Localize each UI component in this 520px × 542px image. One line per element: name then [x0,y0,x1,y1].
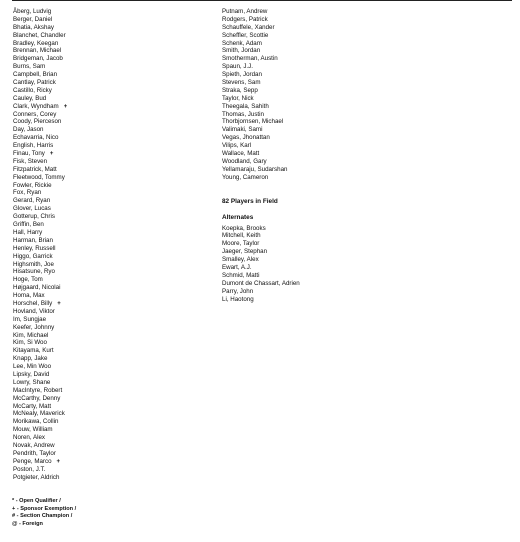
player-name [13,268,203,276]
player-name-text: Pendrith, Taylor [13,449,56,457]
player-name-text: Valimaki, Sami [222,126,263,134]
player-name-text: Kitayama, Kurt [13,347,54,355]
player-name [13,213,203,221]
player-name-text: Homa, Max [13,292,45,300]
player-name [13,111,203,119]
player-name [13,324,203,332]
player-name-text: Glover, Lucas [13,205,51,213]
player-name [13,300,203,308]
player-name-text: Blanchet, Chandler [13,31,66,39]
player-name-text: Kim, Michael [13,331,49,339]
player-name-text: Clark, Wyndham [13,102,59,110]
field-list-left [13,8,203,481]
player-name [13,221,203,229]
player-name-text: Hisatsune, Ryo [13,268,55,276]
player-name [222,174,512,182]
player-name-text: Bhatia, Akshay [13,23,54,31]
player-name [13,24,203,32]
player-name [13,166,203,174]
field-list-right [222,8,512,304]
player-name-text: Griffin, Ben [13,221,44,229]
player-name-text: Theegala, Sahith [222,102,269,110]
player-name-text: Åberg, Ludvig [13,8,52,15]
player-name-text: Bridgeman, Jacob [13,55,63,63]
status-mark: + [63,103,68,110]
player-name [13,426,203,434]
alternate-name: Koepka, Brooks [222,224,266,232]
player-name-text: Thomas, Justin [222,110,264,118]
player-name [222,71,512,79]
player-name [222,158,512,166]
player-name-text: Knapp, Jake [13,355,48,363]
player-name-text: Woodland, Gary [222,157,267,165]
player-name [13,79,203,87]
player-name [13,261,203,269]
player-name [13,403,203,411]
player-name [13,316,203,324]
player-name-text: Yellamaraju, Sudarshan [222,165,288,173]
player-name-text: Hall, Harry [13,228,43,236]
status-mark: + [57,300,61,307]
player-name [13,47,203,55]
player-name [13,205,203,213]
player-name [13,182,203,190]
player-name [222,40,512,48]
player-name [222,142,512,150]
player-name-text: Vegas, Jhonattan [222,134,270,142]
player-name [13,387,203,395]
player-name-text: Berger, Daniel [13,15,53,23]
player-name-text: Higgo, Garrick [13,252,53,260]
player-name [13,434,203,442]
player-name-text: Lowry, Shane [13,378,51,386]
player-name [13,292,203,300]
player-name-text: Thorbjornsen, Michael [222,118,284,126]
player-name [222,16,512,24]
legend-item: # - Section Champion / [12,513,73,520]
player-name [13,347,203,355]
player-name-text: Penge, Marco [13,457,52,465]
player-name-text: Fox, Ryan [13,189,42,197]
player-name-text: Burns, Sam [13,63,46,71]
player-name [222,126,512,134]
player-name [13,16,203,24]
player-name-text: Im, Sungjae [13,315,47,323]
alternates-list [222,225,512,304]
status-mark: + [49,151,54,158]
player-name [13,87,203,95]
player-name-text: Gotterup, Chris [13,213,55,221]
player-name-text: Morikawa, Collin [13,418,59,426]
alternate-name: Dumont de Chassart, Adrien [222,279,300,287]
player-name [13,371,203,379]
player-name [13,95,203,103]
player-name [13,308,203,316]
player-name [222,134,512,142]
player-name [13,466,203,474]
player-name [222,103,512,111]
player-name [13,55,203,63]
alternate-name: Li, Haotong [222,295,254,303]
player-name [13,32,203,40]
player-name [13,355,203,363]
player-name-text: Brennan, Michael [13,47,62,55]
player-name [13,118,203,126]
player-name [13,197,203,205]
player-name-text: Fitzpatrick, Matt [13,165,57,173]
player-name-text: Spaun, J.J. [222,63,253,71]
player-name-text: Keefer, Johnny [13,323,55,331]
player-name-text: Noren, Alex [13,434,45,442]
player-name [13,284,203,292]
player-name-text: Henley, Russell [13,244,56,252]
player-name [13,332,203,340]
player-name-text: Smith, Jordan [222,47,261,55]
player-name-text: Vilips, Karl [222,142,252,150]
player-name [222,87,512,95]
player-name [13,103,203,111]
player-name [13,126,203,134]
player-name-text: MacIntyre, Robert [13,386,63,394]
player-name [222,8,512,16]
alternate-name: Schmid, Matti [222,271,260,279]
player-name [13,458,203,466]
player-name-text: Bradley, Keegan [13,39,59,47]
player-name [13,450,203,458]
alternate-name: Mitchell, Keith [222,232,261,240]
player-name [13,410,203,418]
alternate-name: Moore, Taylor [222,240,260,248]
player-name-text: Horschel, Billy [13,299,53,307]
player-name [13,40,203,48]
player-name-text: Scheffler, Scottie [222,31,269,39]
player-name-text: English, Harris [13,142,54,150]
player-name-text: Castillo, Ricky [13,86,52,94]
alternate-name: Jaeger, Stephan [222,248,268,256]
player-name [222,166,512,174]
player-name [13,379,203,387]
player-name-text: Novak, Andrew [13,441,55,449]
player-name [222,95,512,103]
player-name [13,253,203,261]
player-name [222,111,512,119]
player-name [13,395,203,403]
player-name-text: Rodgers, Patrick [222,15,268,23]
player-name-text: Poston, J.T. [13,465,46,473]
players-in-field-heading: 82 Players in Field [222,197,278,205]
player-name [13,276,203,284]
player-name [13,8,203,16]
player-name [222,32,512,40]
player-name-text: Hovland, Viktor [13,307,55,315]
player-name [222,150,512,158]
legend [12,498,76,528]
legend-item: * - Open Qualifier / [12,498,61,504]
player-name [222,118,512,126]
player-name [222,79,512,87]
alternate-name: Ewart, A.J. [222,264,252,272]
player-name-text: Stevens, Sam [222,79,261,87]
player-name-text: Spieth, Jordan [222,71,262,79]
player-name-text: Højgaard, Nicolai [13,284,61,292]
player-name-text: McCarty, Matt [13,402,52,410]
player-name-text: Kim, Si Woo [13,339,47,347]
player-name [13,237,203,245]
player-name-text: Fisk, Steven [13,157,48,165]
player-name [13,245,203,253]
legend-item: @ - Foreign [12,520,43,527]
legend-item: + - Sponsor Exemption / [12,505,77,512]
right-name-list [222,8,512,182]
player-name-text: Straka, Sepp [222,86,258,94]
player-name-text: Echavarria, Nico [13,134,59,142]
player-name-text: Schenk, Adam [222,39,262,47]
player-name [13,134,203,142]
player-name-text: Fleetwood, Tommy [13,173,65,181]
player-name-text: Putnam, Andrew [222,8,268,15]
player-name [13,142,203,150]
player-name-text: Gerard, Ryan [13,197,51,205]
player-name [13,339,203,347]
player-name-text: Cauley, Bud [13,94,47,102]
player-name-text: Lee, Min Woo [13,363,52,371]
player-name-text: Finau, Tony [13,150,45,158]
player-name-text: Lipsky, David [13,370,50,378]
player-name [222,55,512,63]
player-name-text: Highsmith, Joe [13,260,54,268]
player-name-text: Potgieter, Aldrich [13,473,60,481]
player-name [13,474,203,482]
player-name [13,150,203,158]
alternate-name: Parry, John [222,287,254,295]
player-name [13,71,203,79]
player-name-text: Hoge, Tom [13,276,43,284]
player-name-text: Schauffele, Xander [222,23,275,31]
player-name-text: Taylor, Nick [222,94,254,102]
alternates-heading: Alternates [222,213,254,221]
player-name-text: Coody, Pierceson [13,118,62,126]
player-name-text: Fowler, Rickie [13,181,52,189]
player-name [13,363,203,371]
player-name-text: Wallace, Matt [222,150,260,158]
player-name [13,418,203,426]
player-name [222,24,512,32]
player-name-text: Smotherman, Austin [222,55,278,63]
player-name-text: Young, Cameron [222,173,269,181]
player-name [13,442,203,450]
player-name [13,174,203,182]
player-name [13,229,203,237]
top-rule [12,0,512,1]
player-name-text: Day, Jason [13,126,44,134]
player-name-text: McNealy, Maverick [13,410,65,418]
player-name-text: McCarthy, Denny [13,394,61,402]
player-name-text: Cantlay, Patrick [13,79,56,87]
player-name-text: Harman, Brian [13,236,53,244]
player-name [13,63,203,71]
status-mark: + [56,458,61,465]
alternate-name: Smalley, Alex [222,256,259,264]
player-name-text: Campbell, Brian [13,71,58,79]
player-name [222,47,512,55]
player-name-text: Conners, Corey [13,110,57,118]
player-name [222,63,512,71]
player-name [13,189,203,197]
player-name [13,158,203,166]
player-name-text: Mouw, William [13,426,53,434]
